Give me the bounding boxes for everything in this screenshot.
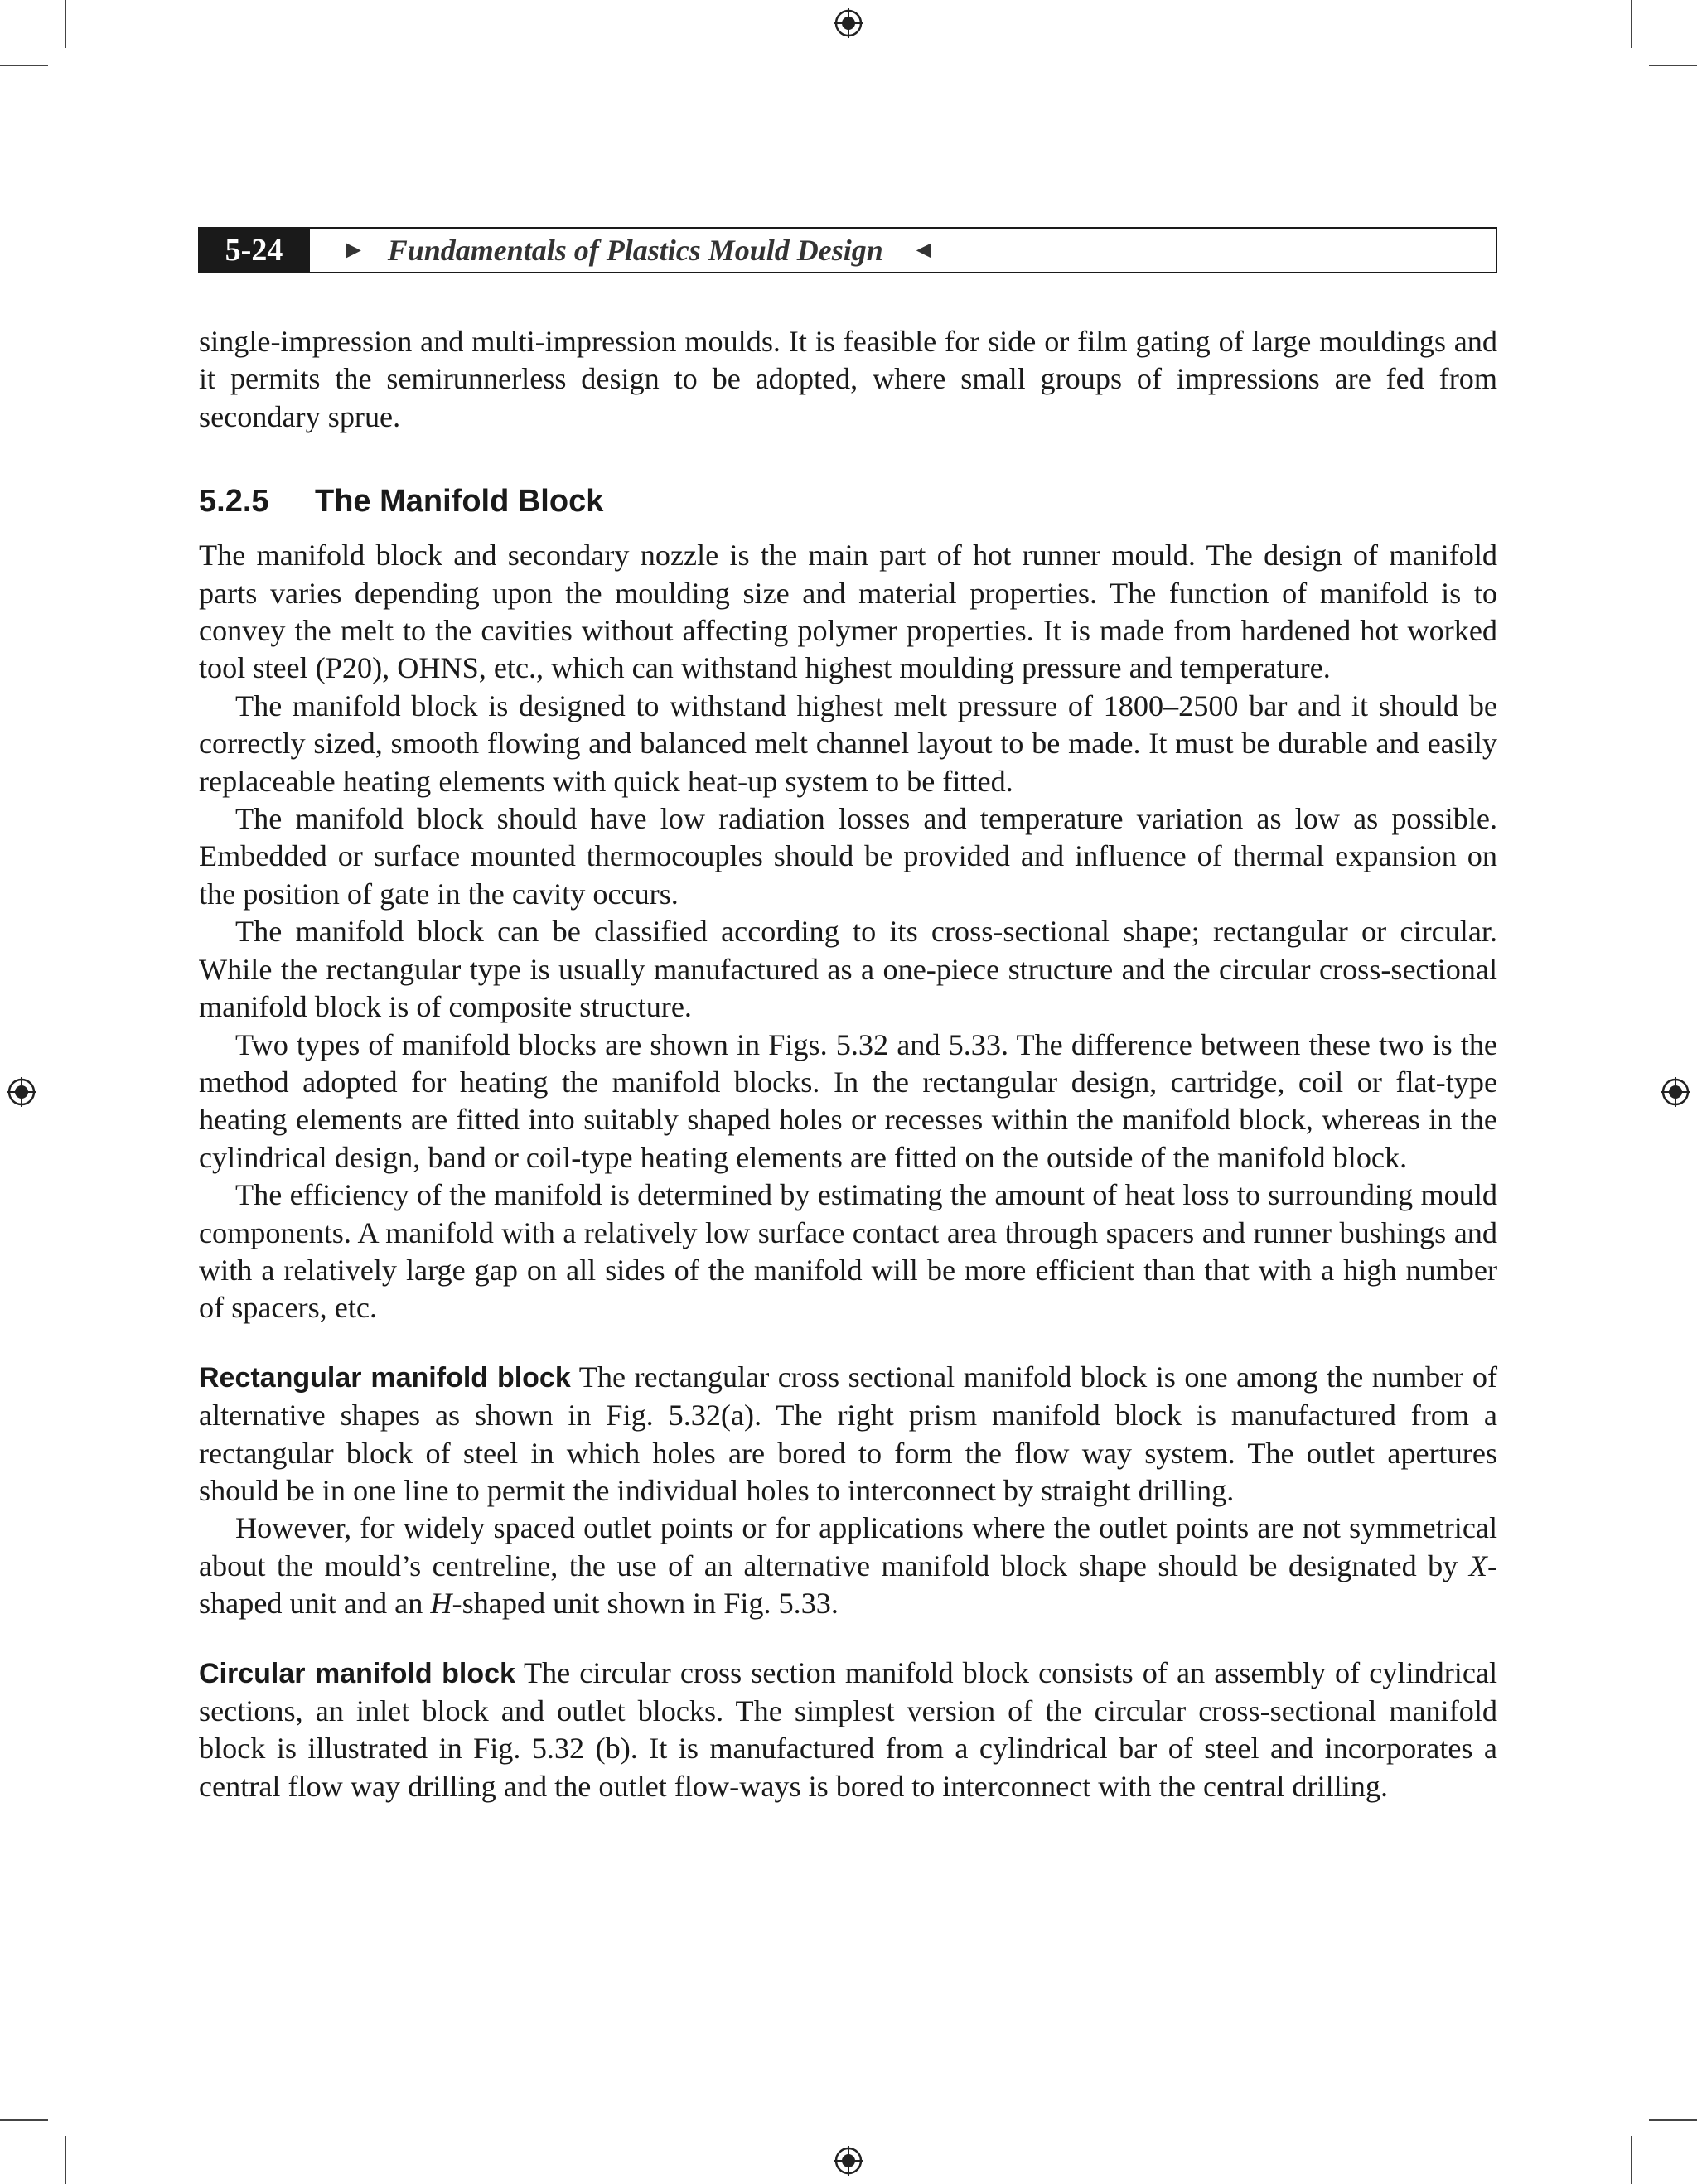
paragraph-continued: single-impression and multi-impression moulds. It is feasible for side or film gating of large mouldings and it permits the semirunnerless design to be adopted, where small groups of impressions are fed from secondary sprue. <box>199 325 1497 433</box>
paragraph: The manifold block should have low radiation losses and temperature variation as low as possible. Embedded or surface mounted thermocouples should be provided and influence of thermal expansion on the position of gate in the cavity occurs. <box>199 802 1497 911</box>
paragraph-text: The circular cross section manifold block consists of an assembly of cylindrical sections, an inlet block and outlet blocks. The simplest version of the circular cross-sectional manifold block is illustrated in Fig. 5.32 (b). It is manufactured from a cylindrical bar of steel and incorporates a central flow way drilling and the outlet flow-ways is bored to interconnect with the central drilling. <box>199 1655 1497 1803</box>
right-pointer-icon: ► <box>341 236 366 263</box>
italic-letter: H <box>430 1587 452 1621</box>
paragraph: The efficiency of the manifold is determined by estimating the amount of heat loss to surrounding mould components. A manifold with a relatively low surface contact area through spacers and runner bushings and with a relatively large gap on all sides of the manifold will be more efficient than that with a high number of spacers, etc. <box>199 1178 1497 1325</box>
paragraph-rectangular-manifold <box>199 1359 1497 1510</box>
section-title: The Manifold Block <box>315 484 604 519</box>
section-number: 5.2.5 <box>199 484 269 519</box>
run-in-heading: Rectangular manifold block <box>199 1361 571 1394</box>
run-in-heading: Circular manifold block <box>199 1657 515 1689</box>
paragraph: The manifold block can be classified according to its cross-sectional shape; rectangular or circular. While the rectangular type is usually manufactured as a one-piece structure and the circular cross-sectional manifold block is of composite structure. <box>199 915 1497 1024</box>
paragraph: The manifold block is designed to withstand highest melt pressure of 1800–2500 bar and it should be correctly sized, smooth flowing and balanced melt channel layout to be made. It must be durable and easily replaceable heating elements with quick heat-up system to be fitted. <box>199 689 1497 798</box>
crop-mark-bottom-right-v <box>1631 2136 1632 2184</box>
paragraph-text: However, for widely spaced outlet points or for applications where the outlet points are not symmetrical about the mould’s centreline, the use of an alternative manifold block shape should be designated by <box>199 1511 1497 1582</box>
paragraph-text: -shaped unit shown in Fig. 5.33. <box>452 1587 839 1621</box>
running-header <box>198 227 1497 273</box>
registration-mark-right-icon <box>1661 1077 1690 1107</box>
crop-mark-bottom-right-h <box>1649 2119 1697 2121</box>
crop-mark-top-left-v <box>65 0 66 48</box>
book-title: Fundamentals of Plastics Mould Design <box>387 234 883 267</box>
section-heading <box>199 482 1497 520</box>
left-pointer-icon: ◄ <box>911 236 936 263</box>
book-title-bar <box>310 227 1497 273</box>
crop-mark-top-left-h <box>0 65 48 66</box>
crop-mark-top-right-h <box>1649 65 1697 66</box>
registration-mark-top-icon <box>834 8 863 38</box>
crop-mark-bottom-left-h <box>0 2119 48 2121</box>
paragraph: The manifold block and secondary nozzle is the main part of hot runner mould. The design of manifold parts varies depending upon the moulding size and material properties. The function of manifold is to convey the melt to the cavities without affecting polymer properties. It is made from hardened hot worked tool steel (P20), OHNS, etc., which can withstand highest moulding pressure and temperature. <box>199 539 1497 685</box>
paragraph-text: -shaped unit and an <box>199 1549 1497 1621</box>
crop-mark-top-right-v <box>1631 0 1632 48</box>
paragraph <box>199 1510 1497 1622</box>
page-number: 5-24 <box>198 227 310 273</box>
paragraph-text: The rectangular cross sectional manifold block is one among the number of alternative shapes as shown in Fig. 5.32(a). The right prism manifold block is manufactured from a rectangular block of steel in which holes are bored to form the flow way system. The outlet apertures should be in one line to permit the individual holes to interconnect by straight drilling. <box>199 1360 1497 1507</box>
paragraph-circular-manifold <box>199 1655 1497 1806</box>
italic-letter: X <box>1468 1549 1487 1582</box>
registration-mark-left-icon <box>7 1077 36 1107</box>
page-body <box>199 323 1497 1805</box>
crop-mark-bottom-left-v <box>65 2136 66 2184</box>
registration-mark-bottom-icon <box>834 2146 863 2176</box>
paragraph: Two types of manifold blocks are shown in Figs. 5.32 and 5.33. The difference between these two is the method adopted for heating the manifold blocks. In the rectangular design, cartridge, coil or flat-type heating elements are fitted into suitably shaped holes or recesses within the manifold block, whereas in the cylindrical design, band or coil-type heating elements are fitted on the outside of the manifold block. <box>199 1027 1497 1174</box>
